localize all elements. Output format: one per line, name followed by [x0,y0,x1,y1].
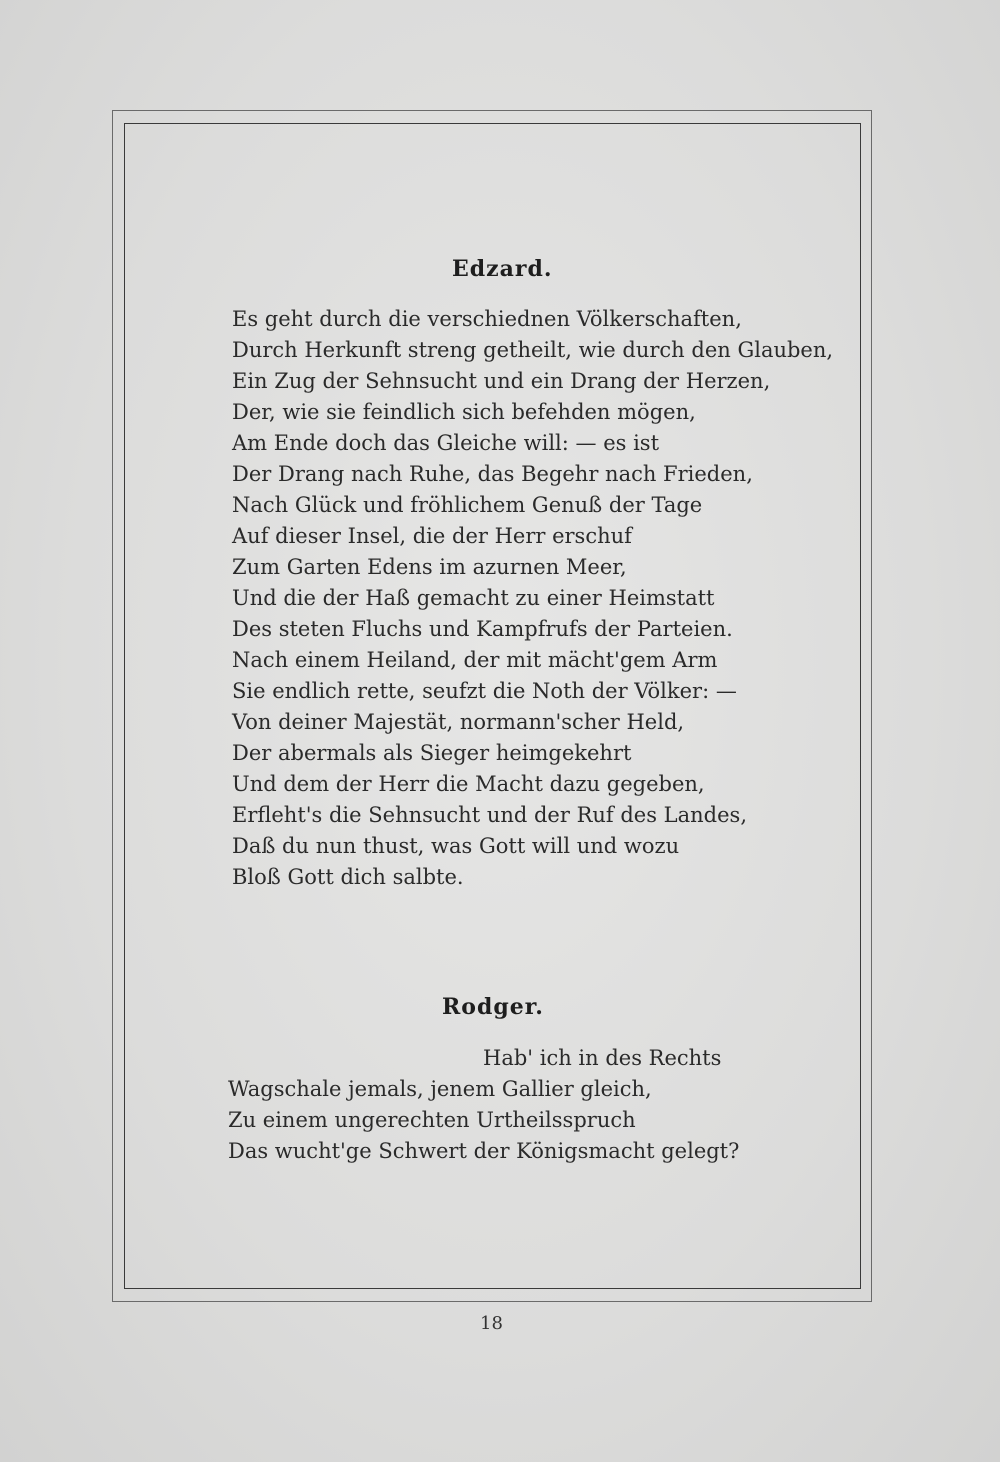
verse-line: Nach einem Heiland, der mit mächt'gem Arm [232,648,718,672]
verse-line: Bloß Gott dich salbte. [232,865,464,889]
verse-line: Durch Herkunft streng getheilt, wie durch den Glauben, [232,338,834,362]
verse-line: Daß du nun thust, was Gott will und wozu [232,834,680,858]
verse-line: Auf dieser Insel, die der Herr erschuf [232,524,632,548]
verse-line: Von deiner Majestät, normann'scher Held, [232,710,685,734]
verse-line: Nach Glück und fröhlichem Genuß der Tage [232,493,703,517]
speaker-name-rodger: Rodger. [442,994,544,1020]
verse-line: Hab' ich in des Rechts [483,1046,722,1070]
verse-line: Ein Zug der Sehnsucht und ein Drang der Herzen, [232,369,771,393]
verse-line: Des steten Fluchs und Kampfrufs der Parteien. [232,617,733,641]
verse-block-edzard [232,304,833,893]
verse-line: Erfleht's die Sehnsucht und der Ruf des Landes, [232,803,747,827]
verse-line: Es geht durch die verschiednen Völkerschaften, [232,307,742,331]
verse-line: Sie endlich rette, seufzt die Noth der Völker: — [232,679,737,703]
verse-line: Zum Garten Edens im azurnen Meer, [232,555,627,579]
verse-line: Der abermals als Sieger heimgekehrt [232,741,632,765]
verse-line: Das wucht'ge Schwert der Königsmacht gelegt? [228,1139,740,1163]
verse-line: Zu einem ungerechten Urtheilsspruch [228,1108,636,1132]
verse-line: Am Ende doch das Gleiche will: — es ist [232,431,660,455]
verse-line: Der Drang nach Ruhe, das Begehr nach Frieden, [232,462,753,486]
page-number: 18 [480,1313,503,1334]
verse-block-rodger [228,1043,739,1167]
verse-line: Wagschale jemals, jenem Gallier gleich, [228,1077,652,1101]
verse-line: Und dem der Herr die Macht dazu gegeben, [232,772,705,796]
verse-line: Der, wie sie feindlich sich befehden mögen, [232,400,696,424]
verse-line: Und die der Haß gemacht zu einer Heimstatt [232,586,715,610]
speaker-name-edzard: Edzard. [452,256,553,282]
